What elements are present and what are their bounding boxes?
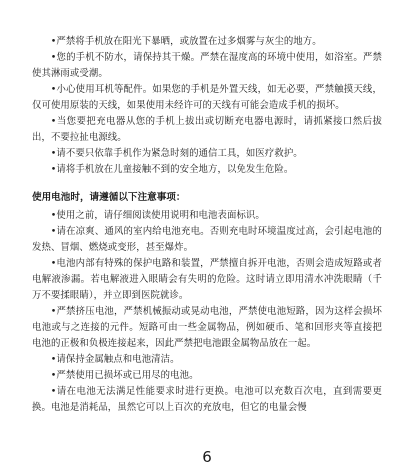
battery-notes-section [32,190,382,416]
battery-note: •使用之前，请仔细阅读使用说明和电池表面标识。 [50,210,265,221]
battery-note: •请在凉爽、通风的室内给电池充电。否则充电时环境温度过高，会引起电池的发热、冒烟、燃烧或变形，甚至爆炸。 [32,226,382,253]
battery-note: •严禁使用已损坏或已用尽的电池。 [50,370,199,381]
battery-note: •请保持金属触点和电池清洁。 [50,354,180,365]
safety-note: •请不要只依靠手机作为紧急时刻的通信工具，如医疗救护。 [50,148,303,159]
section-heading: 使用电池时，请遵循以下注意事项： [32,192,186,203]
manual-page [32,34,382,416]
safety-note: •严禁将手机放在阳光下暴晒，或放置在过多烟雾与灰尘的地方。 [50,36,322,47]
battery-note: •严禁挤压电池，严禁机械振动或晃动电池，严禁使电池短路，因为这样会损坏电池或与之连接的元件。短路可由一些金属物品，例如硬币、笔和回形夹等直接把电池的正极和负极连接起来，因此严禁把电池跟金属物品放在一起。 [32,306,382,349]
battery-note: •请在电池无法满足性能要求时进行更换。电池可以充数百次电，直到需要更换。电池是消耗品，虽然它可以上百次的充放电，但它的电量会慢 [32,386,382,413]
battery-note: •电池内部有特殊的保护电路和装置，严禁擅自拆开电池，否则会造成短路或者电解液渗漏。若电解液进入眼睛会有失明的危险。这时请立即用清水冲洗眼睛（千万不要揉眼睛），并立即到医院就诊。 [32,258,382,301]
safety-note: •请将手机放在儿童接触不到的安全地方，以免发生危险。 [50,164,294,175]
safety-notes-section [32,34,382,178]
safety-note: •小心使用耳机等配件。如果您的手机是外置天线，如无必要，严禁触摸天线，仅可使用原装的天线，如果使用未经许可的天线有可能会造成手机的损坏。 [32,84,382,111]
safety-note: •当您要把充电器从您的手机上拔出或切断充电器电源时，请抓紧接口然后拔出，不要拉扯电源线。 [32,116,382,143]
page-number: 6 [202,448,212,466]
safety-note: •您的手机不防水，请保持其干燥。严禁在湿度高的环境中使用，如浴室。严禁使其淋雨或受潮。 [32,52,382,79]
